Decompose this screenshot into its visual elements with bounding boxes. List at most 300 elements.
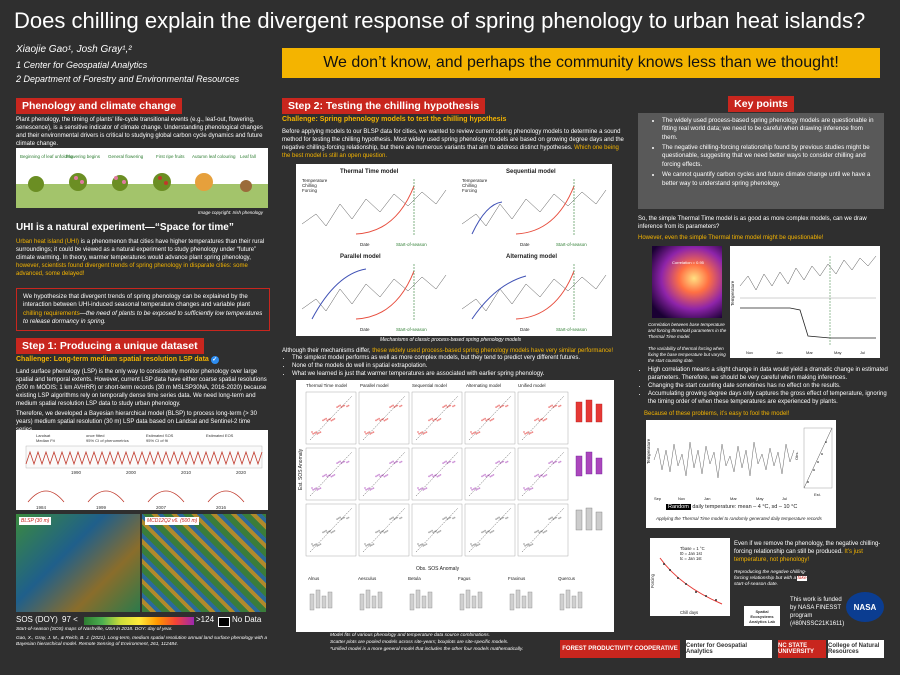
scatter-point: [523, 487, 525, 489]
scatter-point: [322, 420, 324, 422]
axis-nov: Nov: [678, 496, 686, 501]
scatter-point: [387, 474, 389, 476]
scatter-point: [536, 475, 538, 477]
uhi-text: Urban heat island (UHI) is a phenomenon that cities have higher temperatures than their rural surroundings; it could be viewed as a natural experiment to study phenology under “future” climate warming. In theory, warmer temperatures would advance plant spring phenology, however, scientists found divergent trends of spring phenology in disparate cities: some advanced, some delayed!: [16, 239, 265, 278]
scatter-point: [375, 420, 377, 422]
scatter-point: [399, 462, 401, 464]
triangle-caption-2: The variability of thermal forcing when fixing the base temperature but varying the start counting date.: [648, 346, 726, 363]
scatter-point: [440, 418, 442, 420]
scatter-point: [367, 432, 369, 434]
legend-sos: Estimated SOS: [146, 433, 174, 438]
scatter-point: [527, 431, 529, 433]
grid-col-5: Unified model: [518, 383, 546, 388]
scatter-point: [532, 543, 534, 545]
scatter-point: [420, 432, 422, 434]
scatter-point: [395, 461, 397, 463]
grid-col-3: Sequential model: [412, 383, 447, 388]
scatter-point: [534, 532, 536, 534]
scatter-point: [364, 487, 366, 489]
scatter-point: [316, 489, 318, 491]
legend-ci-phen: 95% CI of phenometrics: [86, 438, 129, 443]
scatter-point: [339, 461, 341, 463]
scatter-point: [470, 543, 472, 545]
scatter-point: [384, 420, 386, 422]
scatter-point: [554, 405, 556, 407]
scatter-point: [448, 517, 450, 519]
sos-label-4: Start-of-season: [556, 327, 587, 332]
scatter-point: [384, 532, 386, 534]
year-2000: 2000: [126, 470, 137, 475]
scatter-point: [532, 487, 534, 489]
legend-chilling: Chilling: [302, 183, 317, 188]
scatter-point: [505, 406, 507, 408]
poster-title: Does chilling explain the divergent response of spring phenology to urban heat islands?: [14, 8, 866, 33]
scatter-point: [336, 462, 338, 464]
scatter-point: [558, 462, 560, 464]
scatter-point: [420, 544, 422, 546]
scatter-point: [470, 487, 472, 489]
scatter-point: [428, 420, 430, 422]
scatter-point: [336, 518, 338, 520]
scatter-point: [543, 476, 545, 478]
scatter-point: [548, 518, 550, 520]
param-t0: t0 = Jan 1st: [680, 551, 702, 556]
scatter-point: [477, 488, 479, 490]
scatter-point: [483, 475, 485, 477]
scatter-point: [325, 418, 327, 420]
legend-forcing-2: Forcing: [462, 188, 478, 193]
scatter-point: [558, 518, 560, 520]
scatter-point: [346, 462, 348, 464]
right-bullet-1: • High correlation means a slight change in data would yield a dramatic change in estimated parameters. Therefore, we should be very careful when making inferences.: [648, 366, 890, 382]
scatter-point: [437, 532, 439, 534]
scatter-point: [342, 517, 344, 519]
model-title-parallel: Parallel model: [340, 254, 381, 260]
scatter-point: [375, 532, 377, 534]
scatter-point: [505, 518, 507, 520]
scatter-point: [314, 488, 316, 490]
scatter-point: [479, 431, 481, 433]
scatter-point: [420, 488, 422, 490]
scatter-point: [315, 487, 317, 489]
scatter-point: [537, 530, 539, 532]
mid-bullets: [282, 354, 632, 378]
phenology-text: Plant phenology, the timing of plants’ life-cycle transitional events (e.g., leaf-out, flowering, senescence), is a sensitive indicator of climate change. Understanding phenological changes and their environmental drivers is critical to studying global carbon cycle dynamics and future climate change.: [16, 117, 263, 148]
scatter-point: [312, 489, 314, 491]
scatter-point: [346, 406, 348, 408]
stage-label-3: General flowering: [108, 154, 144, 159]
scatter-point: [548, 406, 550, 408]
scatter-point: [501, 405, 503, 407]
scatter-point: [334, 474, 336, 476]
map-left-label: BLSP (30 m): [21, 518, 50, 524]
species-2: Aesculus: [358, 576, 377, 581]
scatter-point: [375, 476, 377, 478]
scatter-point: [417, 431, 419, 433]
key-point-1: • The widely used process-based spring phenology models are questionable in fitting real world data; we need to be careful when drawing inference from them.: [662, 117, 876, 142]
scatter-point: [369, 489, 371, 491]
scatter-point: [431, 474, 433, 476]
axis-date-2: Date: [520, 242, 530, 247]
scatter-point: [442, 406, 444, 408]
scatter-point: [417, 543, 419, 545]
month-jan: Jan: [776, 350, 783, 355]
scatter-point: [498, 517, 500, 519]
scatter-point: [473, 432, 475, 434]
scatter-point: [546, 474, 548, 476]
scatter-point: [395, 517, 397, 519]
scatter-point: [473, 544, 475, 546]
scatter-point: [474, 487, 476, 489]
stage-label-4: First ripe fruits: [156, 154, 185, 159]
affiliation-1: 1 Center for Geospatial Analytics: [16, 60, 148, 70]
obs-label: Obs.: [794, 451, 799, 460]
scatter-point: [367, 488, 369, 490]
headline-banner: We don’t know, and perhaps the community knows less than we thought!: [282, 48, 880, 78]
grid-col-2: Parallel model: [360, 383, 389, 388]
blsp-sos-map: [16, 514, 140, 612]
scatter-point: [537, 474, 539, 476]
scatter-point: [452, 462, 454, 464]
scatter-point: [554, 461, 556, 463]
question-text: So, the simple Thermal Time model is as good as more complex models, can we draw inference from its parameters?: [638, 216, 867, 231]
scatter-point: [325, 530, 327, 532]
chill-text: Even if we remove the phenology, the negative chilling-forcing relationship can still be produced. It’s just temperature, not phenology!: [734, 541, 881, 564]
scatter-point: [498, 461, 500, 463]
scatter-point: [526, 488, 528, 490]
image-credit: Image copyright: Irish phenology: [198, 210, 264, 215]
scatter-point: [378, 530, 380, 532]
scatter-point: [481, 532, 483, 534]
grid-caption-1: Model fits of various phenology and temperature data source combinations.: [330, 633, 490, 638]
year-1984: 1984: [36, 505, 47, 510]
legend-ci-fit: 95% CI of fit: [146, 438, 168, 443]
scatter-point: [320, 487, 322, 489]
scatter-point: [378, 418, 380, 420]
nasa-logo: NASA: [846, 592, 884, 622]
question-text-2: However, even the simple Thermal time model might be questionable!: [638, 235, 824, 241]
scatter-point: [523, 543, 525, 545]
axis-mar: Mar: [730, 496, 737, 501]
scatter-point: [387, 418, 389, 420]
scatter-point: [421, 487, 423, 489]
scatter-point: [546, 418, 548, 420]
grid-ylabel: Est. SOS Anomaly: [298, 448, 304, 490]
scatter-point: [490, 532, 492, 534]
scatter-point: [324, 475, 326, 477]
scatter-point: [484, 530, 486, 532]
legend-forcing: Forcing: [302, 188, 318, 193]
scatter-point: [524, 489, 526, 491]
mcd12q2-sos-map: [142, 514, 266, 612]
stage-label-5: Autumn leaf colouring: [192, 154, 236, 159]
scatter-point: [392, 517, 394, 519]
phenology-stages-illustration: [16, 148, 268, 208]
legend-temperature: Temperature: [302, 178, 328, 183]
scatter-point: [377, 419, 379, 421]
scatter-point: [339, 517, 341, 519]
scatter-point: [428, 532, 430, 534]
year-2016: 2016: [216, 505, 227, 510]
chill-caption: Reproducing the negative chilling-forcing relationship but with a fake start-of-season date.: [734, 570, 807, 588]
scatter-point: [551, 517, 553, 519]
uhi-title: UHI is a natural experiment—“Space for time”: [16, 222, 234, 233]
species-4: Fagus: [458, 576, 471, 581]
scatter-point: [311, 543, 313, 545]
axis-sep: Sep: [654, 496, 662, 501]
scatter-point: [378, 474, 380, 476]
models-figure: [296, 164, 612, 336]
scatter-point: [534, 420, 536, 422]
random-label-line: Random daily temperature: mean – 4 °C, sd – 10 °C: [668, 504, 798, 510]
scatter-point: [364, 543, 366, 545]
scatter-point: [334, 418, 336, 420]
scatter-point: [543, 532, 545, 534]
scatter-point: [452, 406, 454, 408]
scatter-point: [490, 420, 492, 422]
blsp-timeseries-chart: [16, 430, 268, 510]
axis-date-4: Date: [520, 327, 530, 332]
sos-colorbar: [84, 617, 194, 625]
forcing-variability-chart: [730, 246, 880, 358]
stage-label-1: Beginning of leaf unfolding: [20, 154, 74, 159]
scatter-point: [373, 543, 375, 545]
affiliation-2: 2 Department of Forestry and Environmental Resources: [16, 74, 240, 84]
scatter-point: [501, 461, 503, 463]
key-point-2: • The negative chilling-forcing relationship found by previous studies might be questionable, suggesting that we need better ways to consider chilling and forcing effects.: [662, 144, 876, 169]
month-nov: Nov: [746, 350, 754, 355]
mid-bullet-1: • The simplest model performs as well as more complex models, but they tend to predict very different futures.: [292, 354, 632, 362]
scatter-point: [346, 518, 348, 520]
scatter-point: [445, 461, 447, 463]
scatter-point: [421, 431, 423, 433]
sos-label-2: Start-of-season: [556, 242, 587, 247]
chill-axis-y: Forcing: [650, 574, 655, 588]
grid-xlabel: Obs. SOS Anomaly: [416, 566, 460, 572]
right-bullets: [638, 366, 890, 406]
scatter-point: [437, 476, 439, 478]
step1-header: Step 1: Producing a unique dataset: [16, 336, 204, 354]
scatter-point: [324, 419, 326, 421]
scatter-point: [430, 419, 432, 421]
scatter-point: [528, 489, 530, 491]
map-caption: Start-of-season (SOS) maps of Nashville, USA in 2018. DOY: day of year.: [16, 627, 173, 632]
scatter-point: [417, 487, 419, 489]
step1-text: Land surface phenology (LSP) is the only way to consistently monitor phenology over large spatial and temporal extents. However, current LSP data have either coarse spatial resolutions (500 m MODIS; 1 km AVHRR) or short-term records (30 m MSLSP30NA, 2016-2020) because existing LSP algorithms rely on temporally dense time series data. We need long-term and medium spatial resolution LSP data to study urban phenology.: [16, 369, 267, 408]
scatter-point: [430, 475, 432, 477]
scatter-point: [368, 431, 370, 433]
scatter-point: [377, 475, 379, 477]
scatter-point: [431, 418, 433, 420]
scatter-point: [437, 420, 439, 422]
phenology-header: [16, 96, 182, 114]
sos-high-label: >124: [196, 615, 215, 624]
scatter-point: [422, 433, 424, 435]
scatter-point: [474, 431, 476, 433]
scatter-point: [315, 431, 317, 433]
scatter-point: [484, 474, 486, 476]
scatter-point: [442, 462, 444, 464]
species-3: Betula: [408, 576, 421, 581]
scatter-point: [342, 461, 344, 463]
key-points-box: [638, 113, 884, 209]
scatter-point: [445, 405, 447, 407]
check-icon: ✓: [212, 357, 218, 363]
scatter-point: [392, 461, 394, 463]
scatter-point: [524, 433, 526, 435]
scatter-point: [477, 432, 479, 434]
scatter-point: [424, 488, 426, 490]
no-data-swatch: [218, 617, 230, 627]
scatter-point: [331, 476, 333, 478]
temp-axis: Temperature: [646, 438, 651, 464]
legend-median: Median Fit: [36, 438, 55, 443]
scatter-point: [431, 530, 433, 532]
scatter-point: [365, 545, 367, 547]
scatter-point: [440, 474, 442, 476]
scatter-point: [498, 405, 500, 407]
scatter-point: [493, 530, 495, 532]
scatter-point: [526, 432, 528, 434]
legend-chilling-2: Chilling: [462, 183, 477, 188]
scatter-point: [475, 545, 477, 547]
authors: Xiaojie Gao¹, Josh Gray¹,²: [16, 44, 132, 55]
scatter-point: [322, 532, 324, 534]
mid-bullet-2: • None of the models do well in spatial extrapolation.: [292, 362, 632, 370]
scatter-point: [399, 406, 401, 408]
grid-col-1: Thermal Time model: [306, 383, 348, 388]
scatter-point: [470, 431, 472, 433]
scatter-point: [342, 405, 344, 407]
model-title-alternating: Alternating model: [506, 254, 558, 260]
param-tc: tc = Jan 1st: [680, 556, 702, 561]
ncstate-logo: NC STATE UNIVERSITY: [778, 640, 826, 658]
scatter-point: [422, 545, 424, 547]
scatter-point: [395, 405, 397, 407]
scatter-point: [505, 462, 507, 464]
key-point-3: • We cannot quantify carbon cycles and future climate change until we have a better way to understand spring phenology.: [662, 171, 876, 188]
scatter-point: [331, 532, 333, 534]
scatter-point: [530, 432, 532, 434]
year-1999: 1999: [96, 505, 107, 510]
sos-label-1: Start-of-season: [396, 242, 427, 247]
scatter-point: [339, 405, 341, 407]
axis-date-3: Date: [360, 327, 370, 332]
stage-label-2: Flowering begins: [66, 154, 101, 159]
fool-caption: Applying the Thermal Time model to randomly generated daily temperature records: [656, 516, 822, 521]
scatter-point: [490, 476, 492, 478]
forest-productivity-logo: FOREST PRODUCTIVITY COOPERATIVE: [560, 640, 680, 658]
grid-caption-2: Scatter plots are pooled models across site-years; boxplots are site-specific models.: [330, 640, 509, 645]
species-1: Alnus: [308, 576, 320, 581]
scatter-point: [418, 489, 420, 491]
scatter-point: [495, 406, 497, 408]
scatter-point: [384, 476, 386, 478]
scatter-point: [442, 518, 444, 520]
scatter-point: [392, 405, 394, 407]
model-fit-grid-figure: [296, 380, 614, 632]
scatter-point: [452, 518, 454, 520]
axis-date-1: Date: [360, 242, 370, 247]
scatter-point: [483, 419, 485, 421]
scatter-point: [311, 431, 313, 433]
scatter-point: [418, 545, 420, 547]
scatter-point: [368, 487, 370, 489]
axis-jan: Jan: [704, 496, 711, 501]
month-mar: Mar: [806, 350, 813, 355]
scatter-point: [481, 476, 483, 478]
triangle-caption-1: Correlation between base temperature and forcing threshold parameters in the Thermal Time model.: [648, 322, 727, 339]
correlation-label: Correlation = 0.95: [672, 260, 704, 265]
model-title-thermal: Thermal Time model: [340, 169, 399, 175]
fool-text: Because of these problems, it’s easy to fool the model!: [644, 411, 790, 417]
scatter-point: [551, 405, 553, 407]
no-data-label: No Data: [232, 615, 262, 624]
scatter-point: [440, 530, 442, 532]
scatter-point: [389, 406, 391, 408]
scatter-point: [493, 418, 495, 420]
scatter-point: [331, 420, 333, 422]
scatter-point: [389, 462, 391, 464]
scatter-point: [399, 518, 401, 520]
scatter-point: [371, 488, 373, 490]
key-points-header: Key points: [638, 95, 884, 113]
map-right-label: MCD12Q2 v6. (500 m): [147, 518, 198, 524]
sea-lab-logo: Spatial Ecosystems Analytics Lab: [744, 606, 780, 626]
scatter-point: [316, 433, 318, 435]
axis-may: May: [756, 496, 764, 501]
scatter-point: [369, 433, 371, 435]
scatter-point: [418, 433, 420, 435]
scatter-point: [495, 462, 497, 464]
scatter-point: [334, 530, 336, 532]
correlation-heatmap: [652, 246, 722, 318]
mid-bullet-3: • What we learned is just that warmer temperatures are associated with earlier spring phenology.: [292, 370, 632, 378]
stage-label-6: Leaf fall: [240, 154, 256, 159]
sos-label: SOS (DOY): [16, 615, 58, 624]
scatter-point: [532, 431, 534, 433]
scatter-point: [471, 489, 473, 491]
scatter-point: [369, 545, 371, 547]
step1-challenge: Challenge: Long-term medium spatial resolution LSP data ✓: [16, 356, 218, 363]
models-diagram: [296, 164, 612, 336]
scatter-point: [336, 406, 338, 408]
param-tbase: Tbase = 1 °C: [680, 546, 705, 551]
scatter-point: [426, 431, 428, 433]
scatter-point: [314, 544, 316, 546]
species-5: Fraxinus: [508, 576, 526, 581]
phenology-title: Phenology and climate change: [16, 98, 182, 114]
scatter-point: [426, 487, 428, 489]
scatter-point: [495, 518, 497, 520]
scatter-point: [448, 405, 450, 407]
scatter-point: [311, 487, 313, 489]
hypothesis-box: We hypothesize that divergent trends of spring phenology can be explained by the interaction between UHI-induced seasonal temperature changes and variable plant chilling requirements—the need of plants to be exposed to sufficiently low temperatures to release dormancy in spring.: [16, 288, 270, 331]
phenology-stages-figure: [16, 148, 268, 208]
scatter-point: [371, 432, 373, 434]
scatter-point: [526, 544, 528, 546]
cnr-logo: College of Natural Resources: [828, 640, 884, 658]
right-bullet-2: • Changing the start counting date sometimes has no effect on the results.: [648, 382, 890, 390]
scatter-point: [325, 474, 327, 476]
year-1990: 1990: [71, 470, 82, 475]
scatter-point: [475, 489, 477, 491]
model-fit-grid: [296, 380, 614, 632]
scatter-point: [537, 418, 539, 420]
scatter-point: [424, 432, 426, 434]
model-title-sequential: Sequential model: [506, 169, 556, 175]
random-temp-figure: [646, 420, 836, 528]
